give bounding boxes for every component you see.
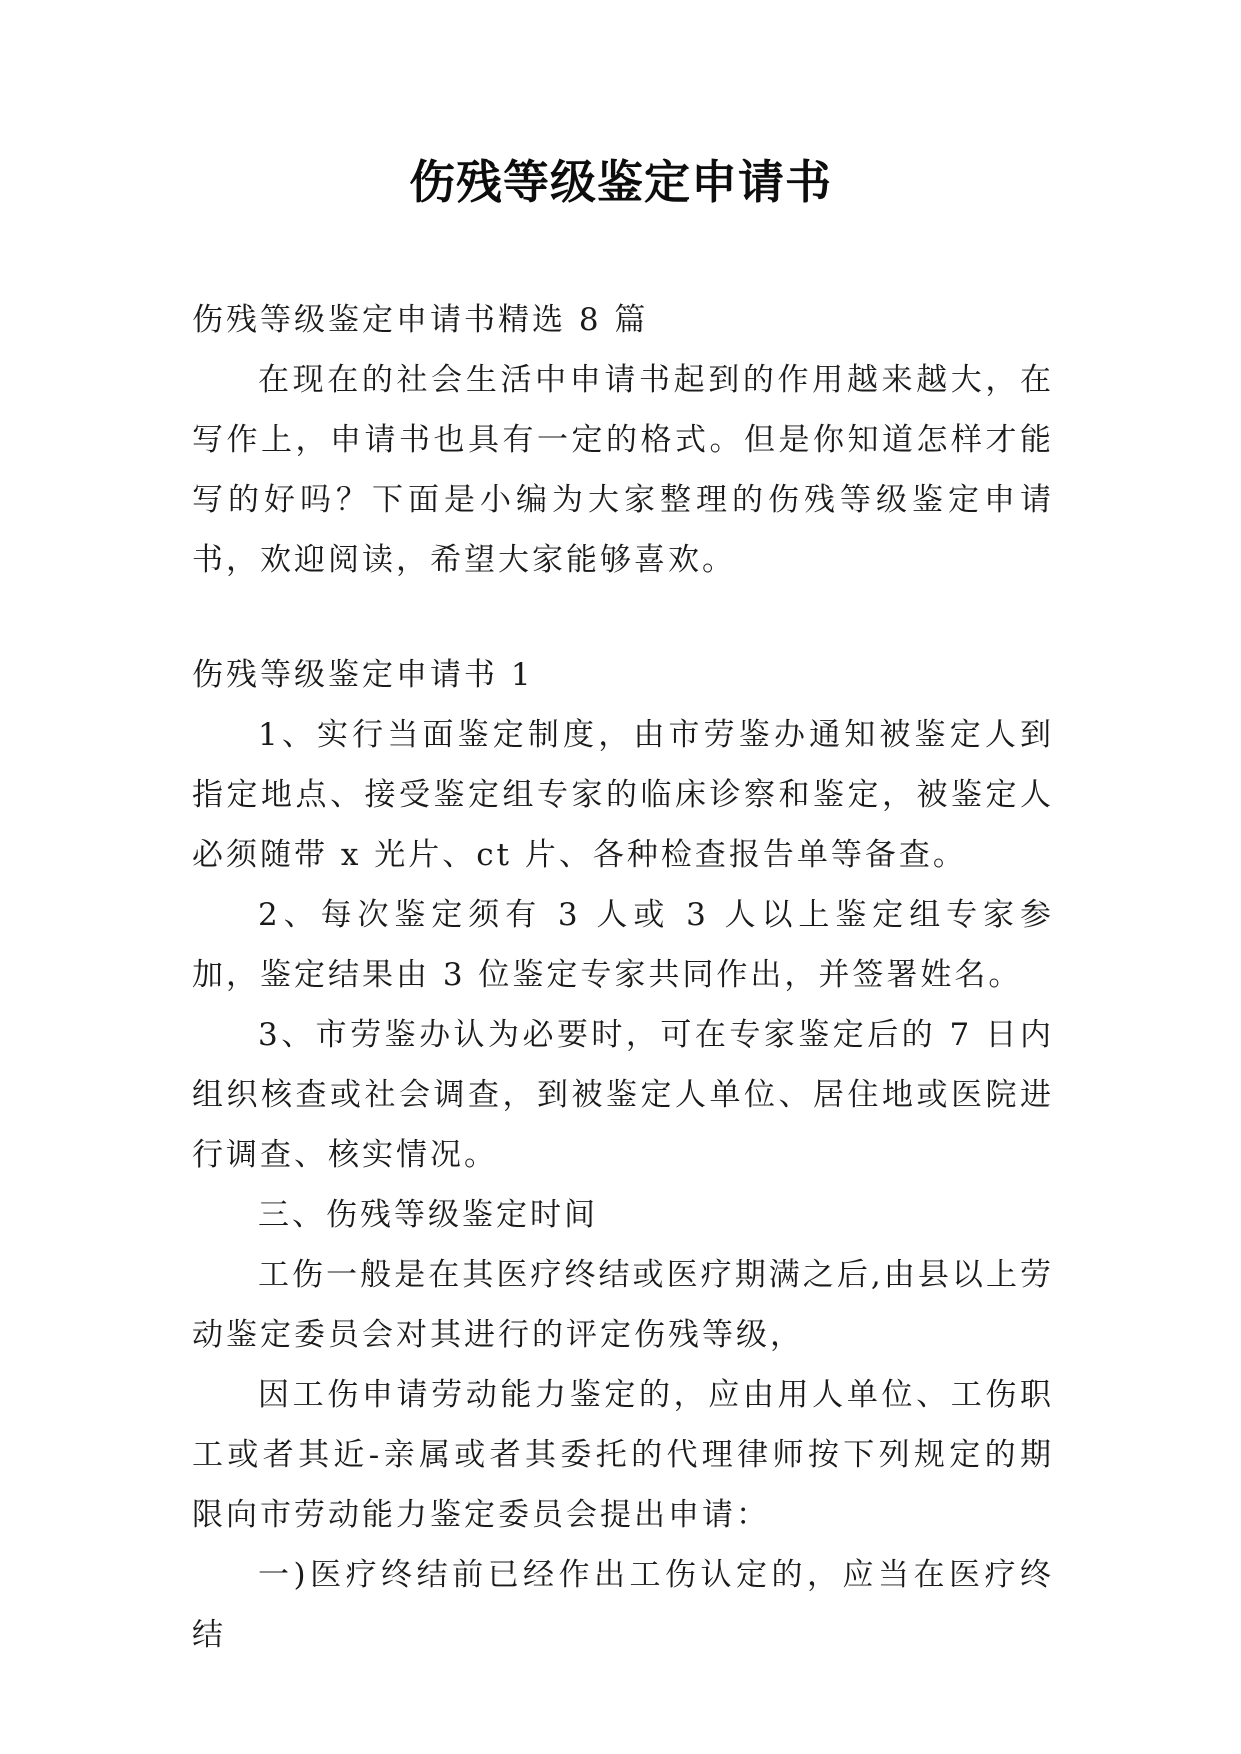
document-title: 伤残等级鉴定申请书 (409, 155, 832, 209)
sub-heading: 三、伤残等级鉴定时间 (258, 1197, 598, 1233)
paragraph-apply: 因工伤申请劳动能力鉴定的，应由用人单位、工伤职工或者其近-亲属或者其委托的代理律师按下列规定的期限向市劳动能力鉴定委员会提出申请： (192, 1377, 1054, 1533)
document-body (192, 290, 1054, 1665)
list-item-3: 3、市劳鉴办认为必要时，可在专家鉴定后的 7 日内组织核查或社会调查，到被鉴定人单位、居住地或医院进行调查、核实情况。 (192, 1017, 1054, 1173)
section-heading: 伤残等级鉴定申请书 1 (192, 657, 534, 693)
list-item-1: 1、实行当面鉴定制度，由市劳鉴办通知被鉴定人到指定地点、接受鉴定组专家的临床诊察和鉴定，被鉴定人必须随带 x 光片、ct 片、各种检查报告单等备查。 (192, 717, 1054, 873)
list-item-2: 2、每次鉴定须有 3 人或 3 人以上鉴定组专家参加，鉴定结果由 3 位鉴定专家共同作出，并签署姓名。 (192, 897, 1054, 993)
intro-paragraph: 在现在的社会生活中申请书起到的作用越来越大，在写作上，申请书也具有一定的格式。但是你知道怎样才能写的好吗？下面是小编为大家整理的伤残等级鉴定申请书，欢迎阅读，希望大家能够喜欢。 (192, 362, 1054, 578)
paragraph-time: 工伤一般是在其医疗终结或医疗期满之后,由县以上劳动鉴定委员会对其进行的评定伤残等级， (192, 1257, 1054, 1353)
subtitle: 伤残等级鉴定申请书精选 8 篇 (192, 302, 649, 338)
paragraph-one: 一)医疗终结前已经作出工伤认定的，应当在医疗终结 (192, 1557, 1054, 1653)
